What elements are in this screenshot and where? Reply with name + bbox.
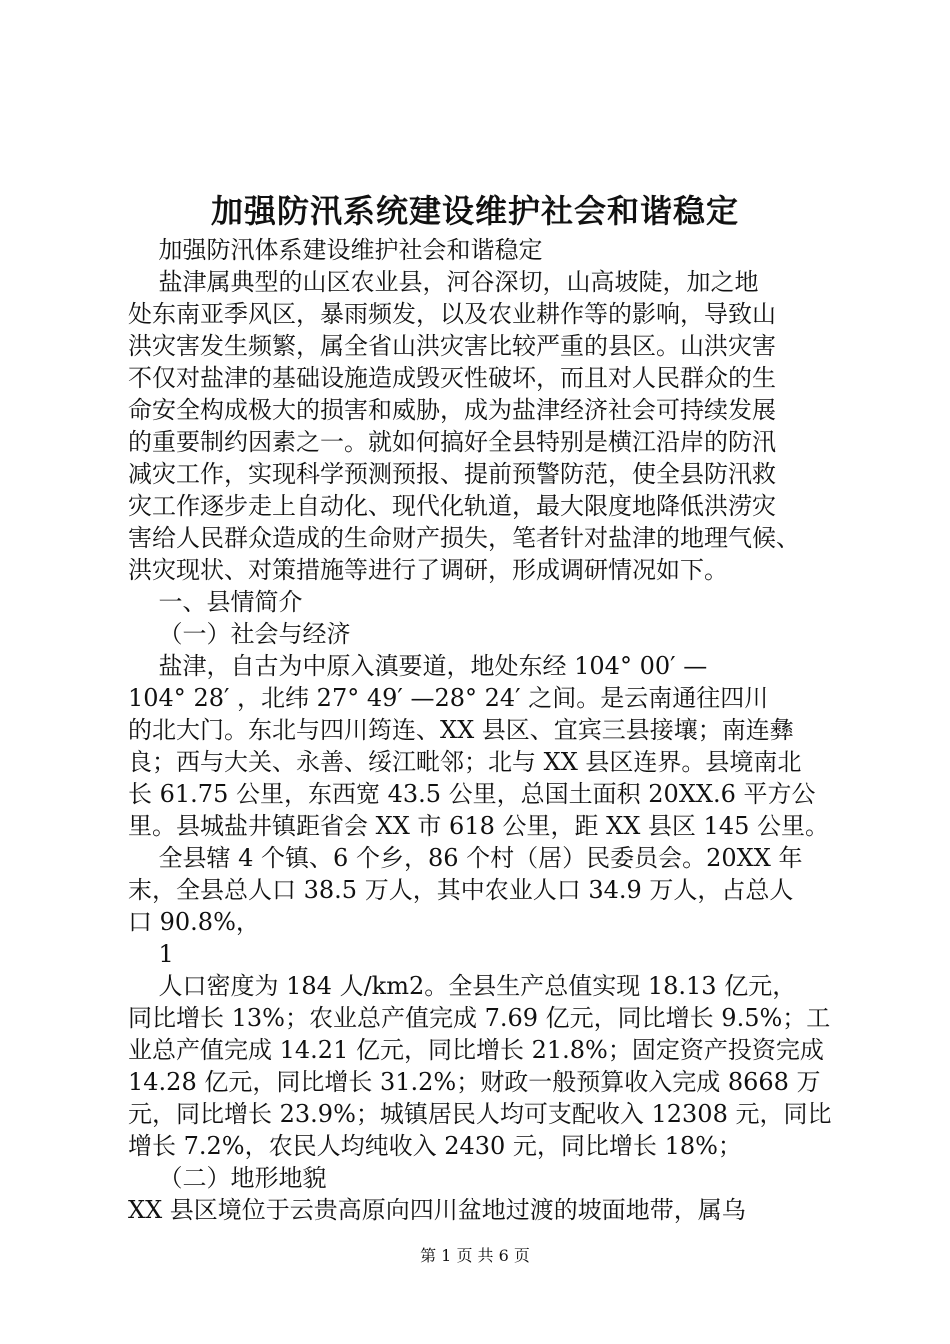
text-line: 的北大门。东北与四川筠连、XX 县区、宜宾三县接壤；南连彝 bbox=[128, 716, 794, 744]
text-line: 盐津，自古为中原入滇要道，地处东经 104° 00′ — bbox=[128, 652, 708, 680]
text-line: 处东南亚季风区，暴雨频发，以及农业耕作等的影响，导致山 bbox=[128, 300, 776, 328]
text-line: 减灾工作，实现科学预测预报、提前预警防范，使全县防汛救 bbox=[128, 460, 776, 488]
text-line: 长 61.75 公里，东西宽 43.5 公里，总国土面积 20XX.6 平方公 bbox=[128, 780, 816, 808]
text-line: 命安全构成极大的损害和威胁，成为盐津经济社会可持续发展 bbox=[128, 396, 776, 424]
text-line: 同比增长 13%；农业总产值完成 7.69 亿元，同比增长 9.5%；工 bbox=[128, 1004, 831, 1032]
text-line: 害给人民群众造成的生命财产损失，笔者针对盐津的地理气候、 bbox=[128, 524, 800, 552]
subsection-heading: （二）地形地貌 bbox=[128, 1164, 327, 1192]
subsection-heading: （一）社会与经济 bbox=[128, 620, 351, 648]
text-line: 的重要制约因素之一。就如何搞好全县特别是横江沿岸的防汛 bbox=[128, 428, 776, 456]
text-line: 良；西与大关、永善、绥江毗邻；北与 XX 县区连界。县境南北 bbox=[128, 748, 802, 776]
text-line: 业总产值完成 14.21 亿元，同比增长 21.8%；固定资产投资完成 bbox=[128, 1036, 824, 1064]
text-line: 末，全县总人口 38.5 万人，其中农业人口 34.9 万人，占总人 bbox=[128, 876, 794, 904]
text-line: 盐津属典型的山区农业县，河谷深切，山高坡陡，加之地 bbox=[128, 268, 759, 296]
text-line: 人口密度为 184 人/km2。全县生产总值实现 18.13 亿元， bbox=[128, 972, 797, 1000]
page-footer: 第 1 页 共 6 页 bbox=[420, 1246, 530, 1265]
document-title: 加强防汛系统建设维护社会和谐稳定 bbox=[210, 192, 739, 230]
text-line: 不仅对盐津的基础设施造成毁灭性破坏，而且对人民群众的生 bbox=[128, 364, 776, 392]
text-line: 全县辖 4 个镇、6 个乡，86 个村（居）民委员会。20XX 年 bbox=[128, 844, 803, 872]
section-heading: 一、县情简介 bbox=[128, 588, 303, 616]
text-line: 灾工作逐步走上自动化、现代化轨道，最大限度地降低洪涝灾 bbox=[128, 492, 776, 520]
text-line: 洪灾害发生频繁，属全省山洪灾害比较严重的县区。山洪灾害 bbox=[128, 332, 776, 360]
text-line: 口 90.8%， bbox=[128, 908, 260, 936]
text-line: 元，同比增长 23.9%；城镇居民人均可支配收入 12308 元，同比 bbox=[128, 1100, 832, 1128]
text-line: 14.28 亿元，同比增长 31.2%；财政一般预算收入完成 8668 万 bbox=[128, 1068, 821, 1096]
text-line: 104° 28′ ，北纬 27° 49′ —28° 24′ 之间。是云南通往四川 bbox=[128, 684, 769, 712]
text-line: 洪灾现状、对策措施等进行了调研，形成调研情况如下。 bbox=[128, 556, 728, 584]
text-line: 增长 7.2%，农民人均纯收入 2430 元，同比增长 18%； bbox=[128, 1132, 742, 1160]
inline-page-number: 1 bbox=[128, 940, 174, 968]
text-line: 里。县城盐井镇距省会 XX 市 618 公里，距 XX 县区 145 公里。 bbox=[128, 812, 829, 840]
text-line: 加强防汛体系建设维护社会和谐稳定 bbox=[128, 236, 543, 264]
text-line: XX 县区境位于云贵高原向四川盆地过渡的坡面地带，属乌 bbox=[128, 1196, 746, 1224]
